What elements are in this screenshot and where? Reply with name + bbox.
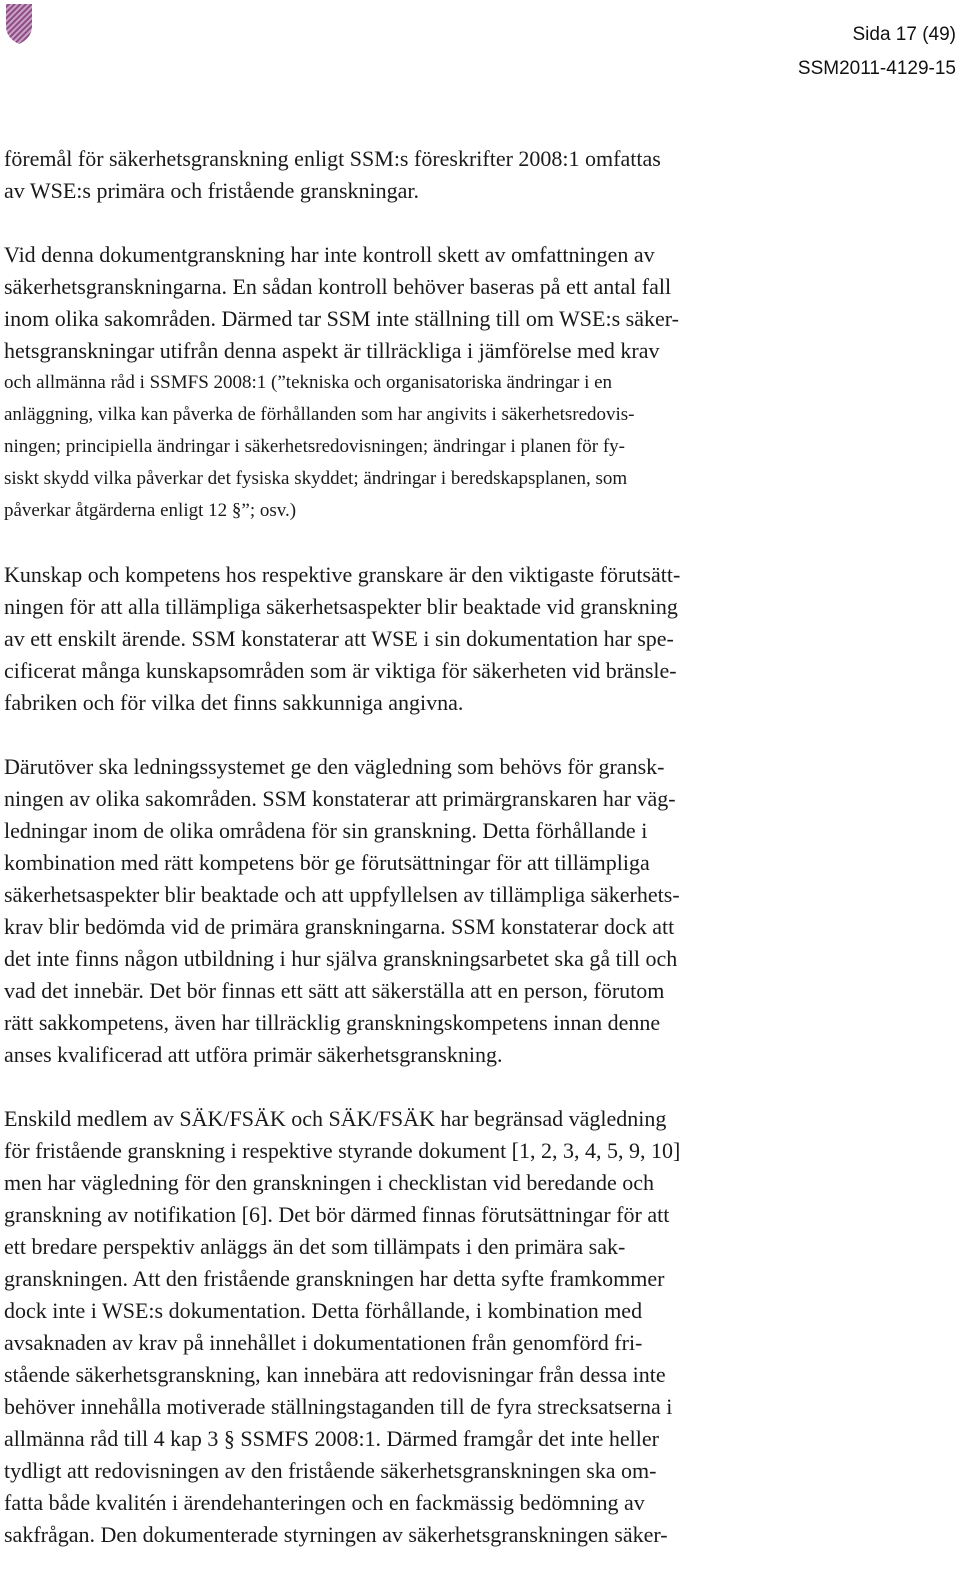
text-line: anläggning, vilka kan påverka de förhållanden som har angivits i säkerhetsredovis- xyxy=(4,404,635,425)
text-line: krav blir bedömda vid de primära granskningarna. SSM konstaterar dock att xyxy=(4,914,675,939)
paragraph xyxy=(4,239,956,527)
text-line: tydligt att redovisningen av den fristående säkerhetsgranskningen ska om- xyxy=(4,1458,657,1483)
text-line: rätt sakkompetens, även har tillräcklig granskningskompetens innan denne xyxy=(4,1010,661,1035)
text-line: ningen för att alla tillämpliga säkerhetsaspekter blir beaktade vid granskning xyxy=(4,594,678,619)
text-line: ett bredare perspektiv anläggs än det som tillämpats i den primära sak- xyxy=(4,1234,626,1259)
paragraph xyxy=(4,1103,956,1551)
text-line: fabriken och för vilka det finns sakkunniga angivna. xyxy=(4,690,464,715)
text-line: Enskild medlem av SÄK/FSÄK och SÄK/FSÄK har begränsad vägledning xyxy=(4,1106,667,1131)
text-line: inom olika sakområden. Därmed tar SSM inte ställning till om WSE:s säker- xyxy=(4,306,679,331)
text-line: fatta både kvalitén i ärendehanteringen och en fackmässig bedömning av xyxy=(4,1490,645,1515)
text-line: dock inte i WSE:s dokumentation. Detta förhållande, i kombination med xyxy=(4,1298,643,1323)
page-number: Sida 17 (49) xyxy=(852,24,956,45)
text-line: av WSE:s primära och fristående granskningar. xyxy=(4,178,420,203)
text-line: av ett enskilt ärende. SSM konstaterar att WSE i sin dokumentation har spe- xyxy=(4,626,674,651)
text-line: säkerhetsgranskningarna. En sådan kontroll behöver baseras på ett antal fall xyxy=(4,274,672,299)
text-line: det inte finns någon utbildning i hur själva granskningsarbetet ska gå till och xyxy=(4,946,678,971)
document-body xyxy=(4,143,956,1583)
text-line: ningen; principiella ändringar i säkerhetsredovisningen; ändringar i planen för fy- xyxy=(4,436,625,457)
text-line: för fristående granskning i respektive styrande dokument [1, 2, 3, 4, 5, 9, 10] xyxy=(4,1138,681,1163)
text-line: ledningar inom de olika områdena för sin granskning. Detta förhållande i xyxy=(4,818,648,843)
text-line: allmänna råd till 4 kap 3 § SSMFS 2008:1. Därmed framgår det inte heller xyxy=(4,1426,659,1451)
text-line: anses kvalificerad att utföra primär säkerhetsgranskning. xyxy=(4,1042,503,1067)
text-line: men har vägledning för den granskningen i checklistan vid beredande och xyxy=(4,1170,654,1195)
text-line: ningen av olika sakområden. SSM konstaterar att primärgranskaren har väg- xyxy=(4,786,676,811)
text-line: och allmänna råd i SSMFS 2008:1 (”tekniska och organisatoriska ändringar i en xyxy=(4,372,613,393)
paragraph xyxy=(4,751,956,1071)
text-line: kombination med rätt kompetens bör ge förutsättningar för att tillämpliga xyxy=(4,850,650,875)
paragraph xyxy=(4,143,956,207)
text-line: siskt skydd vilka påverkar det fysiska skyddet; ändringar i beredskapsplanen, som xyxy=(4,468,628,489)
document-reference: SSM2011-4129-15 xyxy=(797,58,956,79)
text-line: Vid denna dokumentgranskning har inte kontroll skett av omfattningen av xyxy=(4,242,655,267)
paragraph xyxy=(4,559,956,719)
text-line: granskning av notifikation [6]. Det bör därmed finnas förutsättningar för att xyxy=(4,1202,670,1227)
text-line: hetsgranskningar utifrån denna aspekt är tillräckliga i jämförelse med krav xyxy=(4,338,660,363)
text-line: påverkar åtgärderna enligt 12 §”; osv.) xyxy=(4,500,297,521)
text-line: stående säkerhetsgranskning, kan innebära att redovisningar från dessa inte xyxy=(4,1362,666,1387)
text-line: cificerat många kunskapsområden som är viktiga för säkerheten vid bränsle- xyxy=(4,658,677,683)
text-line: vad det innebär. Det bör finnas ett sätt att säkerställa att en person, förutom xyxy=(4,978,665,1003)
text-line: säkerhetsaspekter blir beaktade och att uppfyllelsen av tillämpliga säkerhets- xyxy=(4,882,680,907)
text-line: Kunskap och kompetens hos respektive granskare är den viktigaste förutsätt- xyxy=(4,562,681,587)
text-line: sakfrågan. Den dokumenterade styrningen av säkerhetsgranskningen säker- xyxy=(4,1522,668,1547)
text-line: behöver innehålla motiverade ställningstaganden till de fyra strecksatserna i xyxy=(4,1394,673,1419)
text-line: Därutöver ska ledningssystemet ge den vägledning som behövs för gransk- xyxy=(4,754,665,779)
text-line: föremål för säkerhetsgranskning enligt SSM:s föreskrifter 2008:1 omfattas xyxy=(4,146,661,171)
ssm-logo-icon xyxy=(4,2,34,46)
text-line: granskningen. Att den fristående granskningen har detta syfte framkommer xyxy=(4,1266,665,1291)
text-line: avsaknaden av krav på innehållet i dokumentationen från genomförd fri- xyxy=(4,1330,643,1355)
